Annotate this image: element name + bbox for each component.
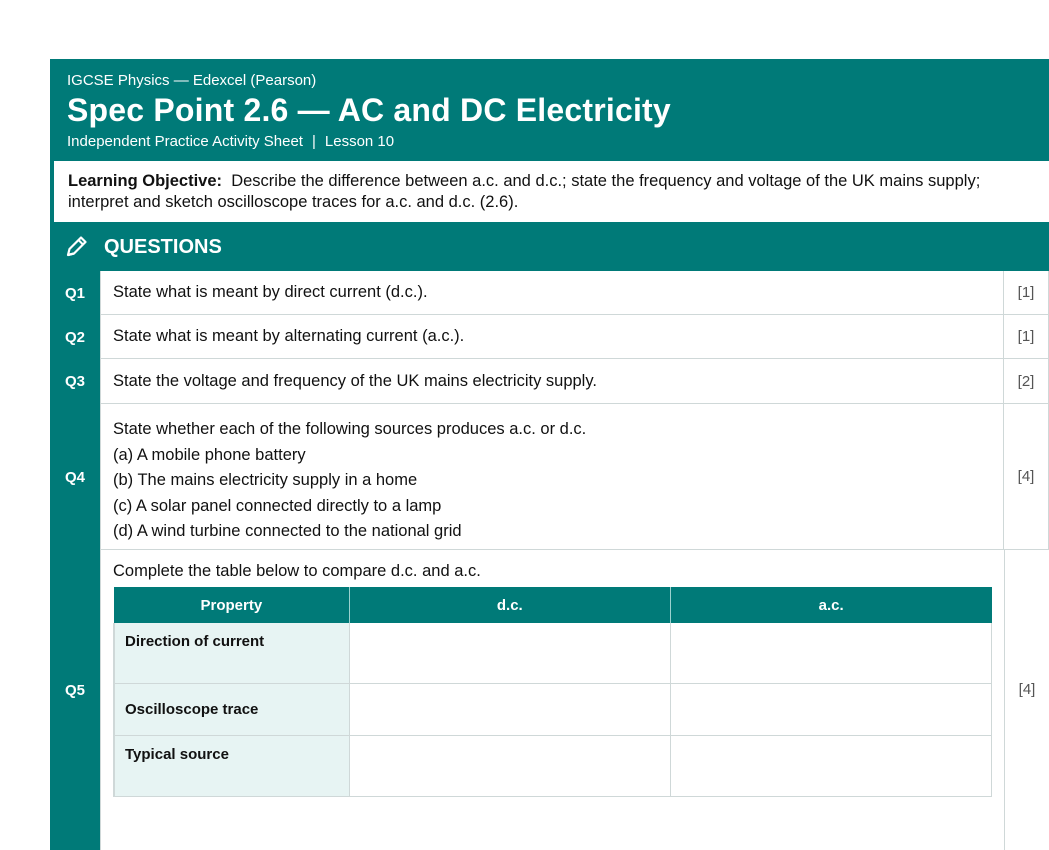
answer-cell-ac[interactable] (670, 623, 991, 684)
question-number: Q4 (50, 404, 100, 550)
comparison-table (113, 587, 992, 797)
objective-text: Describe the difference between a.c. and d.c.; state the frequency and voltage of the UK mains supply; interpret and sketch oscilloscope traces for a.c. and d.c. (2.6). (68, 172, 981, 211)
header-banner (50, 59, 1049, 161)
lesson-number: Lesson 10 (324, 133, 395, 150)
question-prompt: State what is meant by direct current (d.c.). (113, 283, 428, 301)
learning-objective (50, 161, 1049, 222)
page-title: Spec Point 2.6 — AC and DC Electricity (67, 92, 671, 128)
question-marks: [4] (1003, 404, 1049, 550)
answer-cell-ac[interactable] (670, 736, 991, 797)
question-marks: [2] (1003, 359, 1049, 404)
questions-header (50, 222, 1049, 271)
table-row (114, 684, 992, 736)
property-cell: Direction of current (114, 623, 349, 684)
sheet-type: Independent Practice Activity Sheet (67, 133, 303, 150)
question-number: Q1 (50, 271, 100, 315)
question-prompt: State whether each of the following sources produces a.c. or d.c. (113, 420, 587, 438)
property-cell: Oscilloscope trace (114, 684, 349, 736)
question-text (100, 271, 1003, 315)
course-name: IGCSE Physics — Edexcel (Pearson) (67, 72, 317, 89)
question-part: (c) A solar panel connected directly to a lamp (113, 496, 442, 515)
questions-label: QUESTIONS (104, 236, 222, 258)
question-prompt: Complete the table below to compare d.c. and a.c. (113, 562, 481, 580)
pencil-icon (64, 235, 90, 259)
column-header: a.c. (670, 587, 991, 623)
objective-label: Learning Objective: (68, 172, 223, 190)
question-prompt: State the voltage and frequency of the UK mains electricity supply. (113, 371, 597, 390)
question-part: (b) The mains electricity supply in a home (113, 471, 418, 490)
subtitle-separator: | (311, 133, 316, 150)
table-row (114, 736, 992, 797)
question-part: (d) A wind turbine connected to the national grid (113, 522, 462, 541)
question-row (50, 271, 1049, 315)
question-part: (a) A mobile phone battery (113, 445, 306, 464)
question-marks: [1] (1003, 271, 1049, 315)
question-text (100, 359, 1003, 404)
question-row (50, 550, 1049, 850)
question-marks: [4] (1004, 550, 1049, 850)
question-prompt: State what is meant by alternating current (a.c.). (113, 327, 465, 345)
answer-cell-dc[interactable] (349, 623, 670, 684)
table-row (114, 623, 992, 684)
question-text (100, 315, 1003, 359)
table-header-row (114, 587, 992, 623)
answer-cell-dc[interactable] (349, 684, 670, 736)
question-number: Q5 (50, 550, 100, 850)
question-text (100, 550, 1004, 850)
question-row (50, 315, 1049, 359)
sheet-subtitle (67, 133, 394, 150)
question-marks: [1] (1003, 315, 1049, 359)
question-text (100, 404, 1003, 550)
answer-cell-dc[interactable] (349, 736, 670, 797)
question-number: Q3 (50, 359, 100, 404)
worksheet (50, 59, 1049, 850)
column-header: Property (114, 587, 349, 623)
question-number: Q2 (50, 315, 100, 359)
question-row (50, 359, 1049, 404)
property-cell: Typical source (114, 736, 349, 797)
column-header: d.c. (349, 587, 670, 623)
answer-cell-ac[interactable] (670, 684, 991, 736)
question-row (50, 404, 1049, 550)
